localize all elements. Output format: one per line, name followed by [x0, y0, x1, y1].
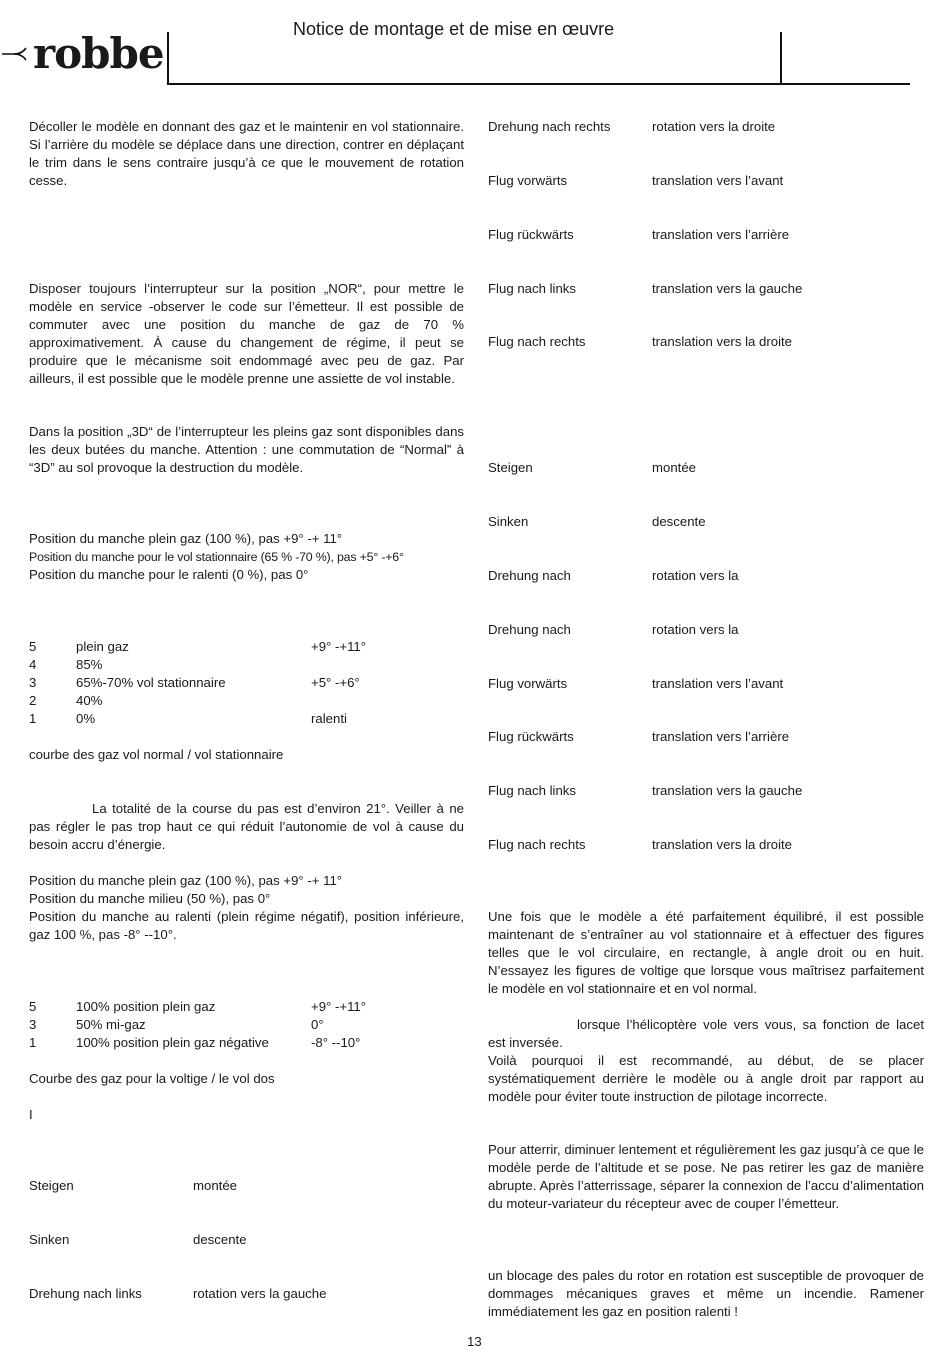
- term-row: [29, 1177, 464, 1195]
- row-number: 3: [29, 1017, 37, 1032]
- german-term: Sinken: [488, 514, 529, 529]
- row-label: 50% mi-gaz: [76, 1017, 146, 1032]
- term-row: [488, 226, 924, 244]
- french-term: translation vers l’avant: [652, 173, 784, 188]
- term-row: [488, 333, 924, 351]
- german-term: Flug rückwärts: [488, 729, 574, 744]
- table-caption: Courbe des gaz pour la voltige / le vol dos: [29, 1071, 275, 1086]
- french-term: rotation vers la: [652, 568, 739, 583]
- row-number: 2: [29, 693, 37, 708]
- rotor-block-warning: un blocage des pales du rotor en rotation est susceptible de provoquer de dommages mécaniques graves et même un incendie. Ramener immédiatement les gaz en position ralenti !: [488, 1268, 924, 1319]
- german-term: Drehung nach: [488, 622, 571, 637]
- stick-position-line: Position du manche au ralenti (plein régime négatif), position inférieure, gaz 100 %, pas -8° --10°.: [29, 909, 464, 942]
- french-term: translation vers l’avant: [652, 676, 784, 691]
- table-caption: courbe des gaz vol normal / vol stationnaire: [29, 747, 284, 762]
- row-value: ralenti: [311, 711, 347, 726]
- french-term: rotation vers la: [652, 622, 739, 637]
- term-row: [29, 1231, 464, 1249]
- row-value: -8° --10°: [311, 1035, 361, 1050]
- german-term: Flug vorwärts: [488, 173, 568, 188]
- term-row: [488, 280, 924, 298]
- french-term: rotation vers la gauche: [193, 1286, 327, 1301]
- header-rule: [167, 83, 910, 85]
- french-term: translation vers l’arrière: [652, 227, 790, 242]
- row-label: 85%: [76, 657, 103, 672]
- logo-wordmark: robbe: [33, 29, 164, 78]
- term-row: [488, 513, 924, 531]
- german-term: Sinken: [29, 1232, 70, 1247]
- german-term: Flug nach rechts: [488, 837, 586, 852]
- stick-position-line: Position du manche pour le ralenti (0 %), pas 0°: [29, 567, 309, 582]
- french-term: translation vers la gauche: [652, 281, 803, 296]
- german-term: Drehung nach rechts: [488, 119, 611, 134]
- section-marker: I: [29, 1107, 33, 1122]
- row-value: 0°: [311, 1017, 324, 1032]
- row-number: 3: [29, 675, 37, 690]
- term-row: [488, 675, 924, 693]
- term-row: [488, 459, 924, 477]
- term-row: [29, 1285, 464, 1303]
- term-row: [488, 728, 924, 746]
- french-term: translation vers l’arrière: [652, 729, 790, 744]
- german-term: Drehung nach: [488, 568, 571, 583]
- table-row: [29, 692, 464, 710]
- pitch-range-paragraph: La totalité de la course du pas est d’environ 21°. Veiller à ne pas régler le pas trop haut ce qui réduit l’autonomie de vol à cause du besoin accru d’énergie.: [29, 801, 464, 852]
- table-row: [29, 674, 464, 692]
- row-number: 1: [29, 1035, 37, 1050]
- page-number: 13: [467, 1334, 482, 1349]
- row-number: 5: [29, 999, 37, 1014]
- row-number: 5: [29, 639, 37, 654]
- table-row: [29, 1016, 464, 1034]
- table-row: [29, 638, 464, 656]
- german-term: Flug nach rechts: [488, 334, 586, 349]
- german-term: Flug nach links: [488, 783, 576, 798]
- yaw-reversal-paragraph: lorsque l’hélicoptère vole vers vous, sa fonction de lacet est inversée.: [488, 1017, 924, 1050]
- row-label: plein gaz: [76, 639, 129, 654]
- row-label: 100% position plein gaz: [76, 999, 216, 1014]
- row-label: 40%: [76, 693, 103, 708]
- german-term: Flug nach links: [488, 281, 576, 296]
- header-divider-left: [167, 32, 169, 84]
- stick-position-line: Position du manche pour le vol stationnaire (65 % -70 %), pas +5° -+6°: [29, 550, 404, 564]
- term-row: [488, 172, 924, 190]
- row-number: 4: [29, 657, 37, 672]
- term-row: [488, 836, 924, 854]
- term-row: [488, 118, 924, 136]
- french-term: montée: [193, 1178, 237, 1193]
- term-row: [488, 782, 924, 800]
- row-value: +5° -+6°: [311, 675, 360, 690]
- logo-swoosh-icon: [0, 44, 34, 64]
- table-row: [29, 710, 464, 728]
- term-row: [488, 567, 924, 585]
- document-title: Notice de montage et de mise en œuvre: [293, 19, 615, 39]
- german-term: Steigen: [29, 1178, 74, 1193]
- french-term: rotation vers la droite: [652, 119, 776, 134]
- table-row: [29, 1034, 464, 1052]
- table-row: [29, 998, 464, 1016]
- french-term: translation vers la droite: [652, 334, 793, 349]
- position-advice-paragraph: Voilà pourquoi il est recommandé, au début, de se placer systématiquement derrière le modèle ou à angle droit par rapport au modèle pour éviter toute instruction de pilotage incorrecte.: [488, 1053, 924, 1104]
- stick-position-line: Position du manche plein gaz (100 %), pas +9° -+ 11°: [29, 531, 343, 546]
- robbe-logo: [0, 29, 164, 78]
- german-term: Flug vorwärts: [488, 676, 568, 691]
- french-term: translation vers la gauche: [652, 783, 803, 798]
- switch-nor-paragraph: Disposer toujours l’interrupteur sur la position „NOR“, pour mettre le modèle en service -observer le code sur l’émetteur. Il est possible de commuter avec une position du manche de gaz de 70 % approximativement. À cause du changement de régime, il peut se produire que le mécanisme soit endommagé avec peu de gaz. Par ailleurs, il est possible que le modèle prenne une assiette de vol instable.: [29, 281, 464, 386]
- row-label: 0%: [76, 711, 96, 726]
- term-row: [488, 621, 924, 639]
- stick-position-line: Position du manche milieu (50 %), pas 0°: [29, 891, 271, 906]
- german-term: Steigen: [488, 460, 533, 475]
- landing-paragraph: Pour atterrir, diminuer lentement et régulièrement les gaz jusqu’à ce que le modèle perde de l’altitude et se pose. Ne pas retirer les gaz de manière abrupte. Après l’atterrissage, séparer la connexion de l’accu d’alimentation du moteur-variateur du récepteur avec de couper l’émetteur.: [488, 1142, 924, 1211]
- french-term: descente: [652, 514, 706, 529]
- row-label: 65%-70% vol stationnaire: [76, 675, 226, 690]
- switch-3d-paragraph: Dans la position „3D“ de l’interrupteur les pleins gaz sont disponibles dans les deux butées du manche. Attention : une commutation de “Normal” à “3D” au sol provoque la destruction du modèle.: [29, 424, 464, 475]
- french-term: translation vers la droite: [652, 837, 793, 852]
- header-divider-right: [780, 32, 782, 84]
- table-row: [29, 656, 464, 674]
- german-term: Drehung nach links: [29, 1286, 142, 1301]
- row-value: +9° -+11°: [311, 639, 367, 654]
- practice-paragraph: Une fois que le modèle a été parfaitement équilibré, il est possible maintenant de s’entraîner au vol stationnaire et à effectuer des figures telles que le vol circulaire, en rectangle, à angle droit ou en huit. N’essayez les figures de voltige que lorsque vous maîtrisez parfaitement le modèle en vol stationnaire et en vol normal.: [488, 909, 924, 996]
- row-number: 1: [29, 711, 37, 726]
- french-term: descente: [193, 1232, 247, 1247]
- german-term: Flug rückwärts: [488, 227, 574, 242]
- takeoff-paragraph: Décoller le modèle en donnant des gaz et le maintenir en vol stationnaire. Si l’arrière du modèle se déplace dans une direction, contrer en déplaçant le trim dans le sens contraire jusqu’à ce que le mouvement de rotation cesse.: [29, 119, 464, 188]
- row-label: 100% position plein gaz négative: [76, 1035, 269, 1050]
- row-value: +9° -+11°: [311, 999, 367, 1014]
- stick-position-line: Position du manche plein gaz (100 %), pas +9° -+ 11°: [29, 873, 343, 888]
- french-term: montée: [652, 460, 696, 475]
